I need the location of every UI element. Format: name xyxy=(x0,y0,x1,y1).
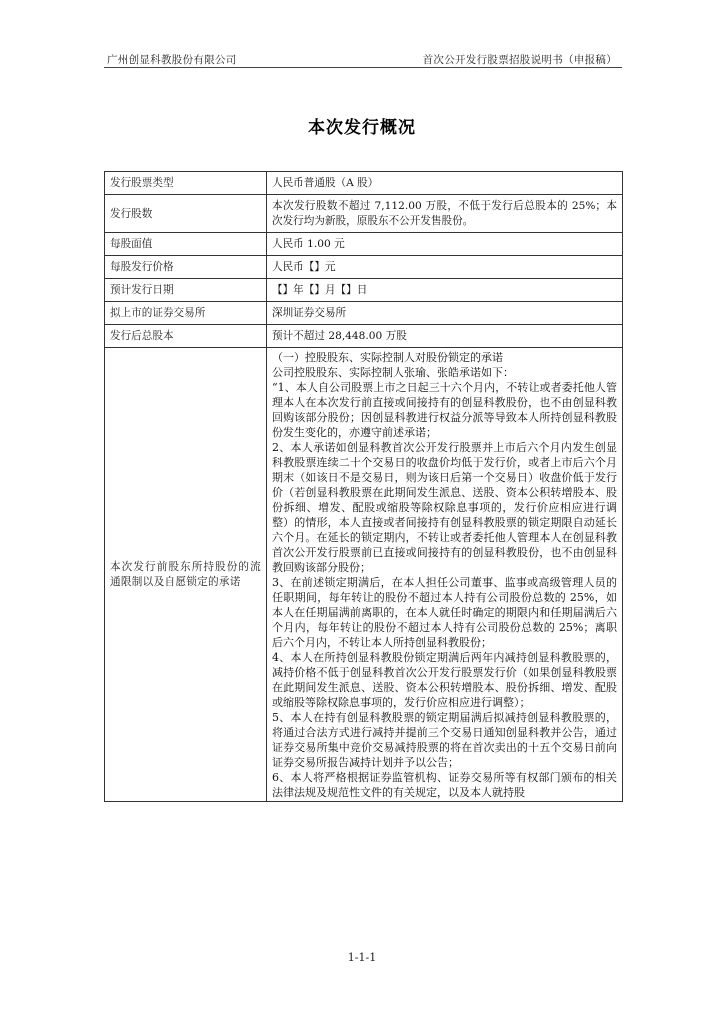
header-divider xyxy=(104,67,622,68)
row-value-issue-shares: 本次发行股数不超过 7,112.00 万股，不低于发行后总股本的 25%；本次发行均为新股，原股东不公开发售股份。 xyxy=(267,195,623,233)
lockup-paragraph: 3、在前述锁定期满后，在本人担任公司董事、监事或高级管理人员的任职期间，每年转让的股份不超过本人持有公司股份总数的 25%，如本人在任期届满前离职的，在本人就任时确定的期限内和任期届满后六个月内，每年转让的股份不超过本人持有公司股份总数的 25%；离职后六个月内，不转让本人所持创显科教股份； xyxy=(272,576,617,649)
table-row xyxy=(105,195,623,233)
lockup-paragraph: “1、本人自公司股票上市之日起三十六个月内，不转让或者委托他人管理本人在本次发行前直接或间接持有的创显科教股份，也不由创显科教回购该部分股份；因创显科教进行权益分派等导致本人所持创显科教股份发生变化的，亦遵守前述承诺； xyxy=(272,381,617,439)
lockup-paragraph: 公司控股股东、实际控制人张瑜、张皓承诺如下： xyxy=(272,366,514,379)
page-title: 本次发行概况 xyxy=(308,118,416,138)
lockup-paragraph: 6、本人将严格根据证券监管机构、证券交易所等有权部门颁布的相关法律法规及规范性文件的有关规定，以及本人就持股 xyxy=(272,771,617,799)
table-row xyxy=(105,256,623,279)
row-value-stock-type: 人民币普通股（A 股） xyxy=(267,172,623,195)
page-number: 1-1-1 xyxy=(347,951,377,964)
header-document-title: 首次公开发行股票招股说明书（申报稿） xyxy=(422,54,617,66)
row-value-exchange: 深圳证券交易所 xyxy=(267,302,623,325)
row-label-par-value: 每股面值 xyxy=(105,233,267,256)
row-value-lockup xyxy=(267,348,623,802)
table-row xyxy=(105,302,623,325)
row-value-issue-date: 【】年【】月【】日 xyxy=(267,279,623,302)
row-label-exchange: 拟上市的证券交易所 xyxy=(105,302,267,325)
row-label-issue-shares: 发行股数 xyxy=(105,195,267,233)
row-value-issue-price: 人民币【】元 xyxy=(267,256,623,279)
lockup-paragraph: 4、本人在所持创显科教股份锁定期满后两年内减持创显科教股票的，减持价格不低于创显科教首次公开发行股票发行价（如果创显科教股票在此期间发生派息、送股、资本公积转增股本、股份拆细、增发、配股或缩股等除权除息事项的，发行价应相应进行调整）； xyxy=(272,651,617,709)
table-row-lockup xyxy=(105,348,623,802)
table-row xyxy=(105,279,623,302)
lockup-paragraph: （一）控股股东、实际控制人对股份锁定的承诺 xyxy=(272,351,503,364)
table-row xyxy=(105,233,623,256)
row-label-issue-price: 每股发行价格 xyxy=(105,256,267,279)
row-label-issue-date: 预计发行日期 xyxy=(105,279,267,302)
table-row xyxy=(105,325,623,348)
row-value-par-value: 人民币 1.00 元 xyxy=(267,233,623,256)
header-company-name: 广州创显科教股份有限公司 xyxy=(107,54,237,66)
lockup-paragraph: 5、本人在持有创显科教股票的锁定期届满后拟减持创显科教股票的，将通过合法方式进行减持并提前三个交易日通知创显科教并公告，通过证券交易所集中竞价交易减持股票的将在首次卖出的十五个交易日前向证券交易所报告减持计划并予以公告； xyxy=(272,711,617,769)
row-label-total-shares: 发行后总股本 xyxy=(105,325,267,348)
row-label-stock-type: 发行股票类型 xyxy=(105,172,267,195)
lockup-paragraph: 2、本人承诺如创显科教首次公开发行股票并上市后六个月内发生创显科教股票连续二十个交易日的收盘价均低于发行价，或者上市后六个月期末（如该日不是交易日，则为该日后第一个交易日）收盘价低于发行价（若创显科教股票在此期间发生派息、送股、资本公积转增股本、股份拆细、增发、配股或缩股等除权除息事项的，发行价应相应进行调整）的情形，本人直接或者间接持有创显科教股票的锁定期限自动延长六个月。在延长的锁定期内，不转让或者委托他人管理本人在创显科教首次公开发行股票前已直接或间接持有的创显科教股份，也不由创显科教回购该部分股份； xyxy=(272,441,617,574)
row-label-lockup: 本次发行前股东所持股份的流通限制以及自愿锁定的承诺 xyxy=(105,348,267,802)
offering-overview-table xyxy=(104,171,623,802)
row-value-total-shares: 预计不超过 28,448.00 万股 xyxy=(267,325,623,348)
table-row xyxy=(105,172,623,195)
